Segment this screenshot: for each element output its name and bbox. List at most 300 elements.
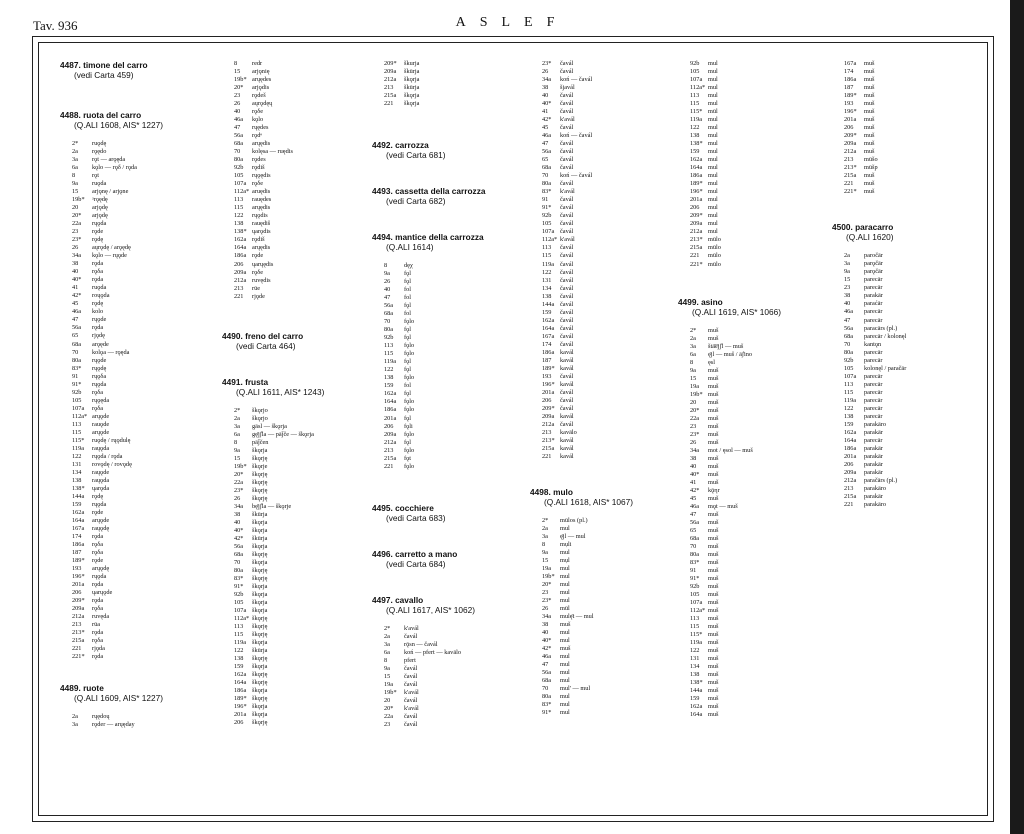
dialect-form: rųǫdis [252, 212, 268, 220]
dialect-form: fǫl [404, 326, 411, 334]
entry-source: (vedi Carta 681) [386, 150, 446, 161]
locality-code: 144a [72, 492, 85, 500]
dialect-form: škǫrja [252, 663, 268, 671]
locality-code: 42* [690, 486, 700, 494]
dialect-form: škǫrja [252, 599, 268, 607]
locality-code: 164a [72, 516, 85, 524]
locality-code: 83* [542, 701, 552, 709]
dialect-form: kǫlo — rųǫde [92, 252, 127, 260]
dialect-form: muš [864, 116, 875, 124]
dialect-form: muš [560, 621, 571, 629]
dialect-form: rųǫdę [92, 364, 107, 372]
dialect-form: muš [708, 567, 719, 575]
locality-code: 56a [690, 519, 700, 526]
locality-code: 164a [234, 679, 247, 687]
locality-code: 186a [844, 76, 857, 84]
dialect-form: fǫl [404, 358, 411, 366]
dialect-form: rǫde [92, 228, 104, 236]
locality-code: 47 [690, 510, 697, 518]
locality-code: 83* [72, 364, 82, 372]
locality-code: 65 [690, 527, 697, 535]
dialect-form: muš [708, 334, 719, 342]
entry-title: 4492. carrozza [372, 140, 429, 151]
dialect-form: čavál [560, 388, 574, 396]
locality-code: 92b [690, 60, 700, 67]
dialect-form: čavál [560, 404, 574, 412]
locality-code: 209a [844, 468, 857, 476]
entry-heading [222, 331, 303, 351]
dialect-form: fǫl [404, 278, 411, 286]
locality-code: 174 [72, 532, 82, 540]
locality-code: 213 [542, 428, 552, 436]
dialect-form: škǫrję [252, 454, 268, 462]
locality-code: 26 [72, 244, 79, 252]
locality-code: 68a [542, 677, 552, 685]
locality-code: 221 [690, 252, 700, 260]
entry-heading [372, 140, 446, 160]
locality-code: 8 [234, 438, 238, 446]
dialect-form: arųǫde [92, 428, 110, 436]
locality-code: 6a [72, 164, 78, 172]
entry-source: (Q.ALI 1611, AIS* 1243) [236, 386, 325, 397]
locality-code: 209a [72, 605, 85, 613]
dialect-form: ę̄jl — mul [560, 533, 586, 541]
dialect-form: ruvęda [92, 613, 110, 621]
locality-code: 68a [384, 310, 394, 318]
locality-code: 221 [844, 500, 854, 508]
dialect-form: koń — čavál [560, 132, 593, 140]
dialect-form: kavālo [560, 428, 577, 436]
locality-code: 56a [384, 302, 394, 310]
locality-code: 20 [384, 696, 391, 704]
dialect-form: mul [708, 204, 718, 212]
locality-code: 68a [844, 332, 854, 340]
dialect-form: muš [708, 551, 719, 559]
locality-code: 212a [844, 476, 857, 484]
locality-code: 3a [844, 260, 850, 268]
dialect-form: mul [708, 68, 718, 76]
dialect-form: koń — pfert — kavālo [404, 648, 462, 656]
dialect-form: muš [708, 639, 719, 647]
dialect-form: muš [708, 687, 719, 695]
dialect-form: čavál [560, 276, 574, 284]
dialect-form: mǫt — muš [708, 502, 738, 510]
locality-code: 22a [234, 478, 244, 486]
locality-code: 34a [234, 502, 244, 510]
locality-code: 115 [234, 631, 244, 639]
form-row [72, 653, 103, 671]
locality-code: 19b* [72, 196, 85, 204]
dialect-form: fǫlo [404, 430, 415, 438]
dialect-form: kolęsa — ruędis [252, 148, 293, 156]
dialect-form: čavál [404, 664, 418, 672]
dialect-form: k'avál [404, 704, 419, 712]
page-edge [1010, 0, 1024, 834]
entry-source: (vedi Carta 683) [386, 512, 446, 523]
locality-code: 186a [690, 172, 703, 180]
dialect-form: fǫli [404, 422, 413, 430]
locality-code: 68a [234, 140, 244, 148]
locality-code: 56a [72, 324, 82, 332]
dialect-form: muš [708, 438, 719, 446]
locality-code: 213 [844, 484, 854, 492]
dialect-form: čavál [560, 268, 574, 276]
locality-code: 26 [690, 438, 697, 446]
dialect-form: muš [708, 454, 719, 462]
dialect-form: rųǫde [92, 356, 107, 364]
form-row [384, 100, 419, 118]
entry-heading [60, 60, 148, 80]
dialect-form: rǫde [92, 557, 104, 565]
locality-code: 34a [690, 446, 700, 454]
dialect-form: škǫrję [252, 575, 268, 583]
dialect-form: mul [708, 156, 718, 164]
dialect-form: rųǫda [92, 380, 107, 388]
locality-code: 212a [72, 613, 85, 621]
dialect-form: ęsl [708, 358, 715, 366]
dialect-form: čavál [560, 108, 574, 116]
locality-code: 113 [690, 92, 700, 100]
dialect-form: parakār [864, 444, 883, 452]
dialect-form: parakāro [864, 420, 887, 428]
locality-code: 107a [690, 76, 703, 84]
dialect-form: arjǫnę / arjǫne [92, 188, 129, 196]
locality-code: 144a [542, 300, 555, 308]
locality-code: 112a* [234, 615, 250, 623]
dialect-form: čavál [560, 92, 574, 100]
locality-code: 107a [72, 404, 85, 412]
dialect-form: mul [708, 172, 718, 180]
locality-code: 70 [384, 318, 391, 326]
dialect-form: rǫδe [252, 108, 264, 116]
dialect-form: k'avál [560, 188, 575, 196]
dialect-form: mūlo [708, 252, 721, 260]
locality-code: 42* [72, 292, 82, 300]
dialect-form: muš [864, 148, 875, 156]
dialect-form: škǫrja [252, 583, 268, 591]
dialect-form: muš [708, 398, 719, 406]
dialect-form: rǫder — arųęday [92, 721, 135, 729]
dialect-form: muš [708, 647, 719, 655]
dialect-form: arjǫdę [92, 204, 108, 212]
entry-heading [832, 222, 894, 242]
dialect-form: muš [708, 663, 719, 671]
locality-code: 20 [690, 398, 697, 406]
dialect-form: čavál [560, 324, 574, 332]
dialect-form: fǫl [404, 414, 411, 422]
dialect-form: fǫl [404, 438, 411, 446]
dialect-form: parecār [864, 316, 883, 324]
dialect-form: rǫδa [92, 549, 104, 557]
dialect-form: muš [708, 599, 719, 607]
locality-code: 196* [72, 573, 85, 581]
dialect-form: muš [864, 132, 875, 140]
locality-code: 9a [384, 270, 390, 278]
dialect-form: rųǫda [92, 220, 107, 228]
dialect-form: rǫδe [252, 180, 264, 188]
dialect-form: raųǫda [92, 476, 110, 484]
dialect-form: rǫδa [92, 605, 104, 613]
dialect-form: pāj̄čen [252, 438, 269, 446]
locality-code: 80a [234, 156, 244, 164]
locality-code: 15 [844, 276, 851, 284]
locality-code: 159 [844, 420, 854, 428]
dialect-form: parakār [864, 428, 883, 436]
locality-code: 213* [72, 629, 85, 637]
locality-code: 209a [542, 412, 555, 420]
locality-code: 138 [384, 374, 394, 382]
locality-code: 41 [690, 478, 697, 486]
dialect-form: mul [560, 525, 570, 533]
locality-code: 107a [690, 599, 703, 607]
locality-code: 40* [542, 637, 552, 645]
dialect-form: rǫda [92, 324, 104, 332]
locality-code: 2a [234, 414, 240, 422]
dialect-form: mul [708, 92, 718, 100]
dialect-form: rǫδa [92, 404, 104, 412]
locality-code: 138* [234, 228, 247, 236]
locality-code: 92b [72, 388, 82, 396]
locality-code: 80a [844, 348, 854, 356]
dialect-form: rǫda [92, 276, 104, 284]
locality-code: 105 [234, 599, 244, 607]
locality-code: 138* [690, 140, 703, 148]
dialect-form: muš [560, 645, 571, 653]
dialect-form: paračārs (pl.) [864, 476, 898, 484]
locality-code: 40* [690, 470, 700, 478]
dialect-form: kantǫn [864, 340, 882, 348]
dialect-form: škǫrję [252, 679, 268, 687]
locality-code: 40 [234, 108, 241, 116]
locality-code: 3a [234, 422, 240, 430]
locality-code: 164a [542, 324, 555, 332]
dialect-form: muš [708, 695, 719, 703]
locality-code: 38 [234, 510, 241, 518]
locality-code: 196* [690, 188, 703, 196]
locality-code: 56a [234, 132, 244, 140]
dialect-form: mụli [560, 541, 572, 549]
locality-code: 209* [690, 212, 703, 220]
locality-code: 122 [234, 212, 244, 220]
dialect-form: paročār [864, 252, 883, 260]
entry-heading [372, 232, 484, 252]
locality-code: 221 [384, 100, 394, 108]
locality-code: 26 [542, 605, 549, 613]
locality-code: 9a [844, 268, 850, 276]
locality-code: 38 [72, 260, 79, 268]
dialect-form: ųarǫda [92, 484, 110, 492]
locality-code: 40* [72, 276, 82, 284]
locality-code: 38 [542, 84, 549, 92]
dialect-form: mul [708, 228, 718, 236]
locality-code: 42* [234, 534, 244, 542]
locality-code: 159 [384, 382, 394, 390]
locality-code: 196* [234, 703, 247, 711]
locality-code: 159 [690, 148, 700, 156]
locality-code: 119a [234, 639, 247, 647]
dialect-form: muš [708, 655, 719, 663]
locality-code: 112a* [690, 84, 706, 92]
locality-code: 159 [542, 308, 552, 316]
locality-code: 113 [234, 623, 244, 631]
dialect-form: muš [864, 100, 875, 108]
locality-code: 105 [690, 68, 700, 76]
locality-code: 8 [234, 60, 238, 67]
locality-code: 26 [542, 68, 549, 76]
dialect-form: parakāro [864, 484, 887, 492]
locality-code: 80a [542, 693, 552, 701]
locality-code: 221 [234, 292, 244, 300]
dialect-form: fǫlo [404, 398, 415, 406]
dialect-form: muš [708, 671, 719, 679]
dialect-form: raųǫda [92, 444, 110, 452]
dialect-form: mul [560, 573, 570, 581]
locality-code: 209* [844, 132, 857, 140]
dialect-form: muš [864, 172, 875, 180]
locality-code: 131 [690, 655, 700, 663]
locality-code: 213 [72, 621, 82, 629]
locality-code: 105 [542, 220, 552, 228]
locality-code: 91* [542, 709, 552, 717]
locality-code: 15 [384, 672, 391, 680]
entry-source: (vedi Carta 459) [74, 70, 134, 80]
locality-code: 122 [844, 404, 854, 412]
entry-heading [372, 549, 457, 569]
locality-code: 162a [234, 236, 247, 244]
locality-code: 34a [542, 613, 552, 621]
dialect-form: paracārs (pl.) [864, 324, 898, 332]
locality-code: 8 [690, 358, 694, 366]
dialect-form: mūl [708, 108, 718, 116]
dialect-form: čavál [560, 220, 574, 228]
dialect-form: muš [708, 519, 719, 526]
dialect-form: čavál [404, 672, 418, 680]
locality-code: 189* [72, 557, 85, 565]
dialect-form: rǫdeš [252, 92, 266, 100]
dialect-form: muš [864, 76, 875, 84]
dialect-form: kolo [92, 308, 104, 316]
entry-title: 4490. freno del carro [222, 330, 304, 341]
locality-code: 46a [542, 132, 552, 140]
dialect-form: rovǫdę / rovǫdę [92, 460, 132, 468]
dialect-form: ųarǫdis [252, 228, 271, 236]
locality-code: 221 [72, 645, 82, 653]
dialect-form: parecār [864, 308, 883, 316]
locality-code: 201a [234, 711, 247, 719]
dialect-form: mul [708, 164, 718, 172]
locality-code: 92b [234, 164, 244, 172]
dialect-form: parakār [864, 292, 883, 300]
dialect-form: škǫrja [252, 711, 268, 719]
form-row [384, 463, 414, 481]
dialect-form: mul [708, 100, 718, 108]
dialect-form: mul [560, 709, 570, 717]
locality-code: 46a [72, 308, 82, 316]
locality-code: 91 [72, 372, 79, 380]
dialect-form: rǫδa [92, 541, 104, 548]
locality-code: 20 [72, 204, 79, 212]
locality-code: 2a [72, 148, 78, 156]
locality-code: 3a [542, 533, 548, 541]
locality-code: 2a [384, 632, 390, 640]
locality-code: 80a [72, 356, 82, 364]
locality-code: 119a [690, 116, 703, 124]
dialect-form: mul [560, 597, 570, 605]
dialect-form: mul [708, 188, 718, 196]
locality-code: 113 [384, 342, 394, 350]
locality-code: 3a [72, 721, 78, 729]
dialect-form: ųarųǫde [92, 589, 113, 597]
dialect-form: mul [560, 589, 570, 597]
locality-code: 112a* [234, 188, 250, 196]
locality-code: 206 [844, 124, 854, 132]
locality-code: 159 [234, 663, 244, 671]
dialect-form: škǫrję [252, 486, 268, 494]
locality-code: 20* [542, 581, 552, 589]
locality-code: 212a [384, 438, 397, 446]
locality-code: 189* [844, 92, 857, 100]
locality-code: 201a [384, 414, 397, 422]
locality-code: 213* [690, 236, 703, 244]
dialect-form: kavál [560, 364, 574, 372]
dialect-form: rųędoų [92, 713, 110, 721]
dialect-form: mul [560, 677, 570, 685]
dialect-form: parakār [864, 452, 883, 460]
dialect-form: muš [708, 711, 719, 719]
locality-code: 122 [690, 124, 700, 132]
entry-heading [372, 503, 446, 523]
entry-title: 4499. asino [678, 296, 723, 307]
dialect-form: mụl [560, 557, 570, 565]
entry-heading [678, 297, 781, 317]
locality-code: 47 [542, 661, 549, 669]
locality-code: 186a [844, 444, 857, 452]
dialect-form: muš [708, 366, 719, 374]
locality-code: 138 [542, 292, 552, 300]
locality-code: 3a [384, 640, 390, 648]
form-row [234, 719, 267, 737]
dialect-form: kavál [560, 348, 574, 356]
locality-code: 113 [542, 244, 552, 252]
locality-code: 221 [384, 462, 394, 470]
dialect-form: muš [708, 382, 719, 390]
locality-code: 221 [542, 452, 552, 460]
locality-code: 9a [690, 366, 696, 374]
entry-heading [222, 377, 324, 397]
dialect-form: arųędis [252, 204, 271, 212]
locality-code: 46a [690, 502, 700, 510]
locality-code: 45 [690, 494, 697, 502]
locality-code: 8 [542, 541, 546, 549]
dialect-form: raųǫde [92, 468, 110, 476]
locality-code: 138 [234, 655, 244, 663]
locality-code: 189* [234, 695, 247, 703]
dialect-form: rǫdę [92, 300, 104, 308]
locality-code: 115 [690, 100, 700, 108]
locality-code: 80a [234, 567, 244, 574]
locality-code: 45 [542, 124, 549, 132]
dialect-form: rųǫda / rǫda [92, 452, 123, 460]
locality-code: 40* [542, 100, 552, 108]
dialect-form: muš [708, 543, 719, 551]
entry-title: 4493. cassetta della carrozza [372, 186, 486, 197]
dialect-form: arjǫdis [252, 84, 270, 92]
locality-code: 40 [542, 629, 549, 637]
locality-code: 186a [234, 252, 247, 260]
dialect-form: muš [708, 607, 719, 615]
locality-code: 19a [542, 565, 552, 573]
entry-heading [60, 683, 163, 703]
